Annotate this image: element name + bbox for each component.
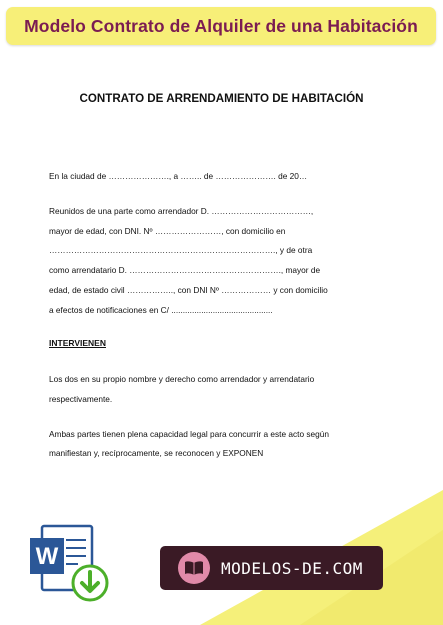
document-line: a efectos de notificaciones en C/ ............................................	[49, 305, 273, 315]
document-line: edad, de estado civil …………….., con DNI Nº ……………… y con domicilio	[49, 285, 328, 295]
document-line: respectivamente.	[49, 394, 113, 404]
banner-title: Modelo Contrato de Alquiler de una Habitación	[24, 15, 418, 36]
section-title: INTERVIENEN	[49, 338, 106, 348]
document-line: Reunidos de una parte como arrendador D. ………………………………,	[49, 206, 314, 216]
book-icon	[178, 552, 210, 584]
title-banner	[6, 7, 436, 45]
site-badge-button[interactable]	[160, 546, 383, 590]
document-line: ………………………………………………………………………., y de otra	[49, 245, 313, 255]
document-line: como arrendatario D. ………………………………………………., mayor de	[49, 265, 321, 275]
word-download-icon[interactable]	[28, 522, 110, 604]
document-line: mayor de edad, con DNI. Nº ……………………, con domicilio en	[49, 226, 286, 236]
document-heading: CONTRATO DE ARRENDAMIENTO DE HABITACIÓN	[79, 92, 364, 105]
site-name: MODELOS-DE.COM	[221, 558, 363, 578]
document-line: En la ciudad de …………………., a …….. de …………………. de 20…	[49, 171, 308, 181]
svg-text:W: W	[35, 543, 59, 570]
document-line: Los dos en su propio nombre y derecho como arrendador y arrendatario	[49, 374, 315, 384]
document-line: Ambas partes tienen plena capacidad legal para concurrir a este acto según	[49, 429, 329, 439]
document-line: manifiestan y, recíprocamente, se reconocen y EXPONEN	[49, 448, 264, 458]
